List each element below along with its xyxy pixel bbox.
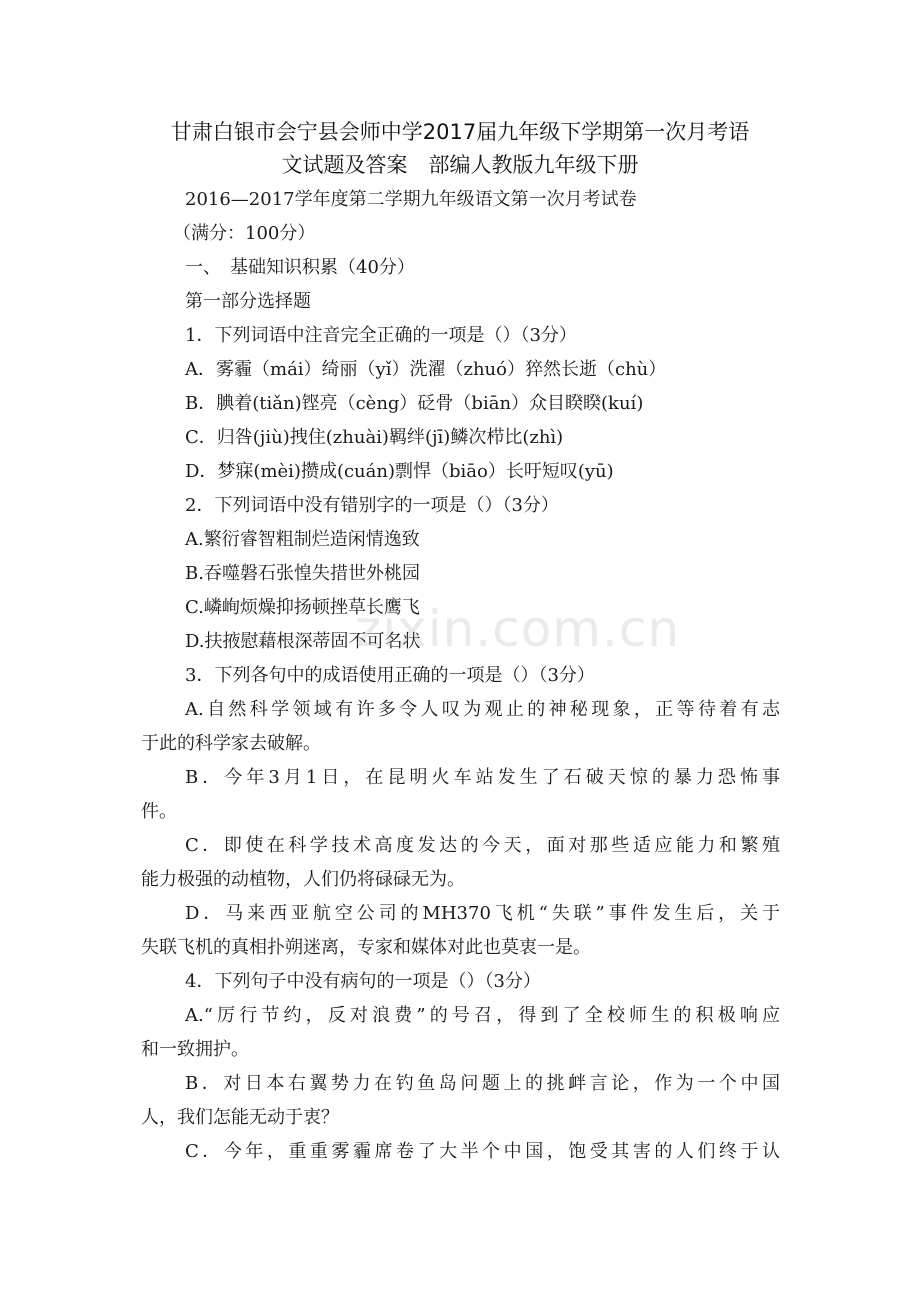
part-heading: 第一部分选择题 <box>185 291 311 312</box>
question-4-option-a-line-2: 和一致拥护。 <box>141 1039 249 1060</box>
question-2-option-b: B.吞噬磐石张惶失措世外桃园 <box>185 563 420 584</box>
question-3-option-d-line-2: 失联飞机的真相扑朔迷离，专家和媒体对此也莫衷一是。 <box>141 937 591 958</box>
question-1-option-b: B．腆着(tiǎn)铿亮（cèng）砭骨（biān）众目睽睽(kuí) <box>185 393 644 414</box>
question-3-option-c-line-2: 能力极强的动植物，人们仍将碌碌无为。 <box>141 869 465 890</box>
question-3-option-b-line-2: 件。 <box>141 801 177 822</box>
question-2-stem: 2．下列词语中没有错别字的一项是（）（3分） <box>185 495 559 516</box>
section-heading: 一、 基础知识积累（40分） <box>185 257 415 278</box>
question-3-option-b-line-1: B．今年3月1日，在昆明火车站发生了石破天惊的暴力恐怖事 <box>185 767 780 788</box>
question-1-option-a: A．雾霾（mái）绮丽（yǐ）洗濯（zhuó）猝然长逝（chù） <box>185 359 667 380</box>
question-4-stem: 4．下列句子中没有病句的一项是（）（3分） <box>185 971 541 992</box>
question-1-option-c: C．归咎(jiù)拽住(zhuài)羁绊(jī)鳞次栉比(zhì) <box>185 427 564 448</box>
question-3-option-a-line-1: A.自然科学领域有许多令人叹为观止的神秘现象，正等待着有志 <box>185 699 780 720</box>
exam-heading: 2016—2017学年度第二学期九年级语文第一次月考试卷 <box>185 189 637 210</box>
question-4-option-b-line-2: 人，我们怎能无动于衷？ <box>141 1107 339 1128</box>
question-4-option-b-line-1: B．对日本右翼势力在钓鱼岛问题上的挑衅言论，作为一个中国 <box>185 1073 780 1094</box>
question-4-option-a-line-1: A.“厉行节约，反对浪费”的号召，得到了全校师生的积极响应 <box>185 1005 780 1026</box>
watermark-text: zixin.com.cn <box>355 600 681 658</box>
question-3-option-c-line-1: C．即使在科学技术高度发达的今天，面对那些适应能力和繁殖 <box>185 835 780 856</box>
question-2-option-a: A.繁衍睿智粗制烂造闲情逸致 <box>185 529 420 550</box>
document-title-line-1: 甘肃白银市会宁县会师中学2017届九年级下学期第一次月考语 <box>170 120 750 144</box>
exam-full-score: （满分：100分） <box>173 223 316 244</box>
question-3-stem: 3．下列各句中的成语使用正确的一项是（）（3分） <box>185 665 595 686</box>
question-1-option-d: D．梦寐(mèi)攒成(cuán)剽悍（biāo）长吁短叹(yū) <box>185 461 614 482</box>
question-3-option-d-line-1: D．马来西亚航空公司的MH370飞机“失联”事件发生后，关于 <box>185 903 780 924</box>
question-1-stem: 1．下列词语中注音完全正确的一项是（）（3分） <box>185 325 577 346</box>
question-4-option-c-line-1: C．今年，重重雾霾席卷了大半个中国，饱受其害的人们终于认 <box>185 1141 780 1162</box>
question-3-option-a-line-2: 于此的科学家去破解。 <box>141 733 321 754</box>
question-2-option-c: C.嶙峋烦燥抑扬顿挫草长鹰飞 <box>185 597 420 618</box>
document-title-line-2: 文试题及答案 部编人教版九年级下册 <box>281 153 639 177</box>
question-2-option-d: D.扶掖慰藉根深蒂固不可名状 <box>185 631 421 652</box>
